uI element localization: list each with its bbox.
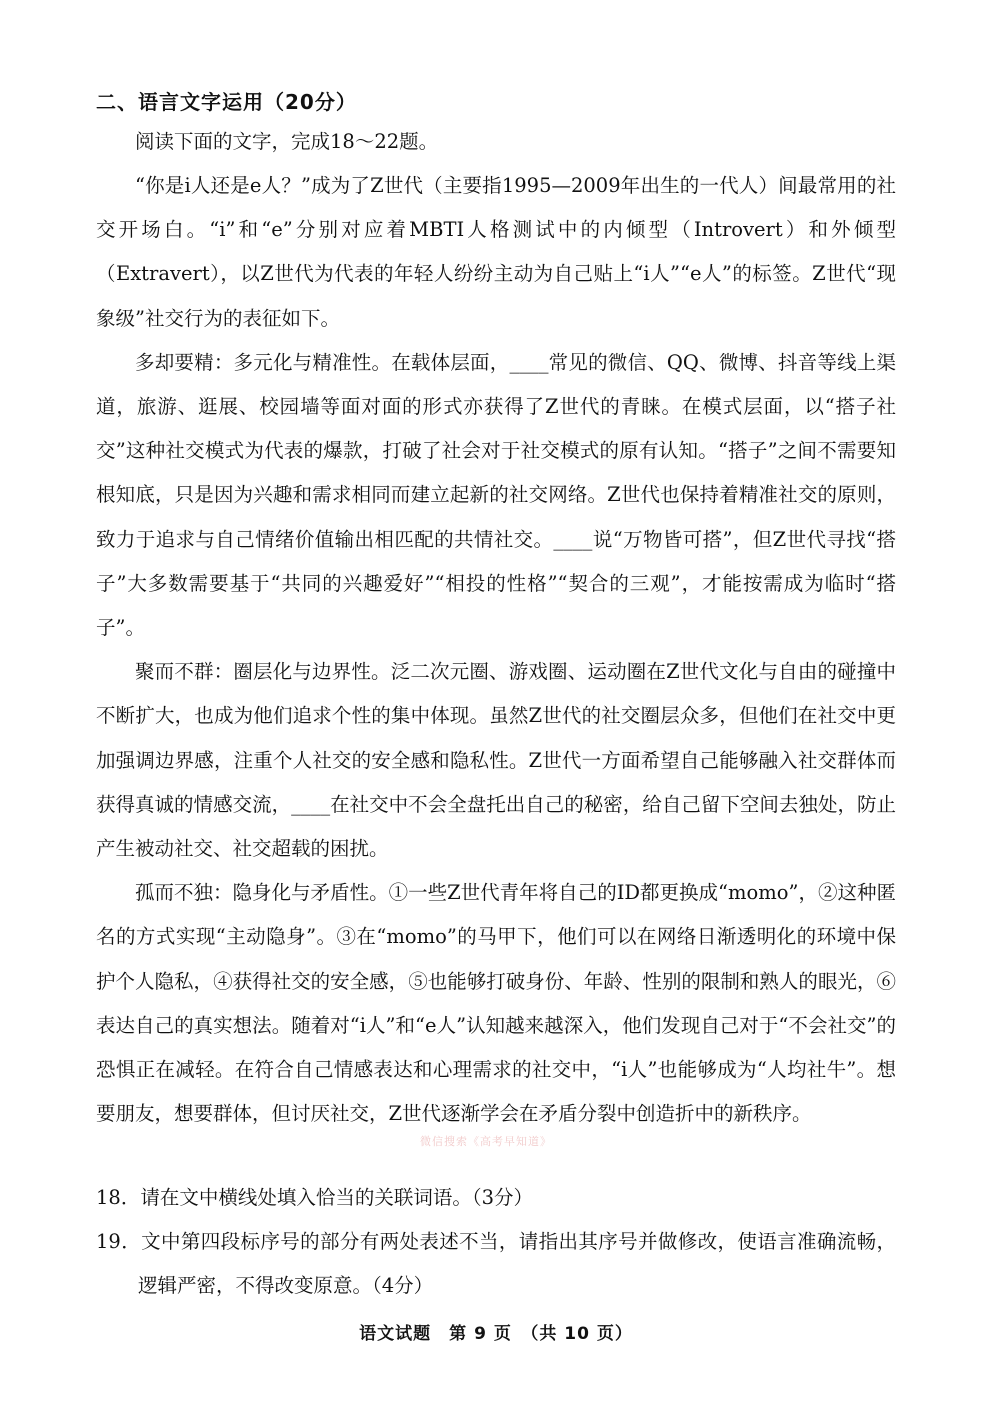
passage-paragraph-4: 孤而不独：隐身化与矛盾性。①一些Z世代青年将自己的ID都更换成“momo”，②这种匿名的方式实现“主动隐身”。③在“momo”的马甲下，他们可以在网络日渐透明化的环境中保护个人隐私，④获得社交的安全感，⑤也能够打破身份、年龄、性别的限制和熟人的眼光，⑥表达自己的真实想法。随着对“i人”和“e人”认知越来越深入，他们发现自己对于“不会社交”的恐惧正在减轻。在符合自己情感表达和心理需求的社交中，“i人”也能够成为“人均社牛”。想要朋友，想要群体，但讨厌社交，Z世代逐渐学会在矛盾分裂中创造折中的新秩序。 (96, 881, 896, 1126)
passage-paragraph-1: “你是i人还是e人？”成为了Z世代（主要指1995—2009年出生的一代人）间最常用的社交开场白。“i”和“e”分别对应着MBTI人格测试中的内倾型（Introvert）和外倾型（Extravert），以Z世代为代表的年轻人纷纷主动为自己贴上“i人”“e人”的标签。Z世代“现象级”社交行为的表征如下。 (96, 174, 896, 330)
instruction-text: 阅读下面的文字，完成18～22题。 (135, 130, 439, 153)
passage-paragraph-3: 聚而不群：圈层化与边界性。泛二次元圈、游戏圈、运动圈在Z世代文化与自由的碰撞中不断扩大，也成为他们追求个性的集中体现。虽然Z世代的社交圈层众多，但他们在社交中更加强调边界感，注重个人社交的安全感和隐私性。Z世代一方面希望自己能够融入社交群体而获得真诚的情感交流，____在社交中不会全盘托出自己的秘密，给自己留下空间去独处，防止产生被动社交、社交超载的困扰。 (96, 660, 896, 861)
question-19: 19．文中第四段标序号的部分有两处表述不当，请指出其序号并做修改，使语言准确流畅，逻辑严密，不得改变原意。（4分） (96, 1230, 896, 1297)
question-list (96, 1176, 896, 1308)
instruction-block (96, 120, 896, 164)
page-footer: 语文试题 第 9 页 （共 10 页） (359, 1324, 633, 1344)
watermark: 微信搜索《高考早知道》 (420, 1135, 552, 1148)
passage-paragraph-2: 多却要精：多元化与精准性。在载体层面，____常见的微信、QQ、微博、抖音等线上渠道，旅游、逛展、校园墙等面对面的形式亦获得了Z世代的青睐。在模式层面，以“搭子社交”这种社交模式为代表的爆款，打破了社会对于社交模式的原有认知。“搭子”之间不需要知根知底，只是因为兴趣和需求相同而建立起新的社交网络。Z世代也保持着精准社交的原则，致力于追求与自己情绪价值输出相匹配的共情社交。____说“万物皆可搭”，但Z世代寻找“搭子”大多数需要基于“共同的兴趣爱好”“相投的性格”“契合的三观”，才能按需成为临时“搭子”。 (96, 350, 896, 640)
section-title: 二、语言文字运用（20分） (96, 90, 357, 114)
passage (96, 164, 896, 1136)
question-18: 18．请在文中横线处填入恰当的关联词语。（3分） (96, 1186, 533, 1209)
